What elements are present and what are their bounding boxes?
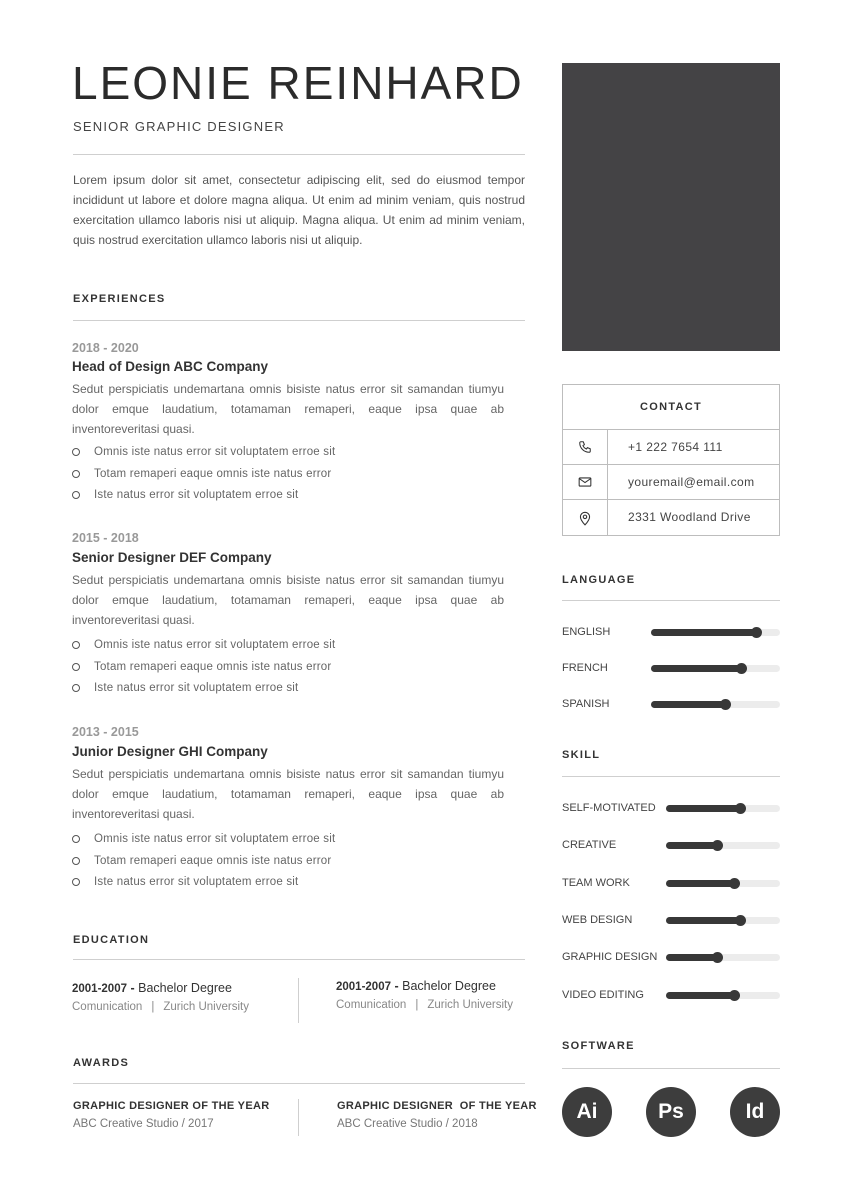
language-level-bar [651, 629, 780, 636]
experiences-divider [73, 320, 525, 321]
contact-phone[interactable]: +1 222 7654 111 [628, 440, 723, 454]
education-title [336, 979, 513, 993]
education-item [72, 981, 249, 1013]
skill-level-fill [666, 880, 734, 887]
header-divider [73, 154, 525, 155]
skill-label: TEAM WORK [562, 876, 630, 889]
skill-heading: SKILL [562, 749, 601, 761]
education-item [336, 979, 513, 1011]
experience-item [72, 725, 504, 894]
experience-bullets [72, 829, 504, 894]
experience-description: Sedut perspiciatis undemartana omnis bisiste natus error sit samandan tiumyu dolor emque laudatium, totamaman remaperi, eaque ipsa quae ab inventoreveritasi quasi. [72, 573, 504, 627]
skill-level-knob [729, 990, 740, 1001]
about-text: Lorem ipsum dolor sit amet, consectetur adipiscing elit, sed do eiusmod tempor incididunt ut labore et dolore magna aliqua. Ut enim ad minim veniam, quis nostrud exercitation ullamco laboris nisi ut aliquip. Magna aliqua. Ut enim ad minim veniam, quis nostrud exercitation ullamco laboris nisi ut aliquip. [73, 173, 525, 247]
skill-divider [562, 776, 780, 777]
education-separator: - [391, 979, 403, 993]
language-label: FRENCH [562, 662, 608, 674]
experience-bullet: Iste natus error sit voluptatem erroe sit [72, 485, 504, 507]
skill-label: SELF-MOTIVATED [562, 802, 656, 814]
contact-address: 2331 Woodland Drive [628, 510, 751, 524]
skill-label: CREATIVE [562, 839, 617, 852]
experience-bullet: Omnis iste natus error sit voluptatem erroe sit [72, 635, 504, 657]
language-label: SPANISH [562, 698, 610, 710]
education-field: Comunication [336, 999, 407, 1011]
language-divider [562, 600, 780, 601]
awards-column-divider [298, 1099, 299, 1136]
experience-item [72, 531, 504, 700]
contact-heading: CONTACT [563, 385, 779, 430]
education-years: 2001-2007 [72, 983, 127, 995]
skill-level-fill [666, 954, 717, 961]
indesign-icon: Id [730, 1087, 780, 1137]
experience-role: Junior Designer GHI Company [72, 744, 268, 759]
job-title: SENIOR GRAPHIC DESIGNER [73, 119, 285, 134]
language-level-knob [736, 663, 747, 674]
contact-row-phone [563, 430, 779, 465]
location-pin-icon [563, 500, 608, 535]
skill-level-fill [666, 842, 717, 849]
education-school: Zurich University [163, 1001, 249, 1013]
awards-divider [73, 1083, 525, 1084]
experiences-heading: EXPERIENCES [73, 293, 166, 305]
language-heading: LANGUAGE [562, 574, 636, 586]
award-item [337, 1100, 537, 1130]
experience-item [72, 341, 504, 507]
education-column-divider [298, 978, 299, 1023]
language-level-knob [751, 627, 762, 638]
skill-level-bar [666, 917, 780, 924]
education-divider-mark: | [151, 1001, 155, 1013]
awards-heading: AWARDS [73, 1057, 130, 1069]
skill-level-knob [712, 840, 723, 851]
award-org: ABC Creative Studio / 2018 [337, 1118, 478, 1130]
education-separator: - [127, 981, 139, 995]
photoshop-icon: Ps [646, 1087, 696, 1137]
education-heading: EDUCATION [73, 934, 150, 946]
award-item [73, 1100, 269, 1130]
education-degree: Bachelor Degree [402, 979, 496, 993]
education-field: Comunication [72, 1001, 143, 1013]
experience-bullets [72, 442, 504, 507]
contact-row-address [563, 500, 779, 535]
language-level-bar [651, 665, 780, 672]
experience-description: Sedut perspiciatis undemartana omnis bisiste natus error sit samandan tiumyu dolor emque laudatium, totamaman remaperi, eaque ipsa quae ab inventoreveritasi quasi. [72, 382, 504, 436]
phone-icon [563, 430, 608, 464]
experience-bullet: Totam remaperi eaque omnis iste natus error [72, 851, 504, 873]
experience-years: 2015 - 2018 [72, 531, 139, 545]
skill-level-knob [712, 952, 723, 963]
software-heading: SOFTWARE [562, 1040, 635, 1052]
education-years: 2001-2007 [336, 981, 391, 993]
skill-level-bar [666, 992, 780, 999]
contact-email[interactable]: youremail@email.com [628, 475, 755, 489]
resume-name: LEONIE REINHARD [72, 57, 524, 109]
skill-label: GRAPHIC DESIGN [562, 951, 658, 964]
experience-years: 2018 - 2020 [72, 341, 139, 355]
experience-description: Sedut perspiciatis undemartana omnis bisiste natus error sit samandan tiumyu dolor emque laudatium, totamaman remaperi, eaque ipsa quae ab inventoreveritasi quasi. [72, 767, 504, 821]
contact-box [562, 384, 780, 536]
experience-bullet: Omnis iste natus error sit voluptatem erroe sit [72, 442, 504, 464]
skill-level-fill [666, 992, 734, 999]
award-title: GRAPHIC DESIGNER OF THE YEAR [73, 1100, 270, 1112]
education-school: Zurich University [427, 999, 513, 1011]
education-divider [73, 959, 525, 960]
language-label: ENGLISH [562, 626, 611, 638]
software-divider [562, 1068, 780, 1069]
education-degree: Bachelor Degree [138, 981, 232, 995]
profile-photo-placeholder [562, 63, 780, 351]
award-title: GRAPHIC DESIGNER OF THE YEAR [337, 1100, 537, 1112]
education-divider-mark: | [415, 999, 419, 1011]
skill-level-bar [666, 805, 780, 812]
mail-icon [563, 465, 608, 499]
language-level-fill [651, 665, 741, 672]
experience-bullet: Totam remaperi eaque omnis iste natus error [72, 464, 504, 486]
experience-years: 2013 - 2015 [72, 725, 139, 739]
experience-role: Senior Designer DEF Company [72, 550, 272, 565]
skill-label: WEB DESIGN [562, 913, 633, 926]
experience-bullet: Totam remaperi eaque omnis iste natus error [72, 657, 504, 679]
education-subtitle [336, 999, 513, 1011]
skill-level-knob [735, 803, 746, 814]
language-level-bar [651, 701, 780, 708]
skill-level-fill [666, 805, 740, 812]
experience-bullet: Iste natus error sit voluptatem erroe sit [72, 678, 504, 700]
language-level-fill [651, 629, 757, 636]
skill-label: VIDEO EDITING [562, 988, 644, 1001]
skill-level-bar [666, 954, 780, 961]
skill-level-knob [735, 915, 746, 926]
experience-role: Head of Design ABC Company [72, 359, 269, 374]
language-level-knob [720, 699, 731, 710]
experience-bullets [72, 635, 504, 700]
skill-level-knob [729, 878, 740, 889]
education-subtitle [72, 1001, 249, 1013]
award-org: ABC Creative Studio / 2017 [73, 1118, 214, 1130]
contact-row-email [563, 465, 779, 500]
education-title [72, 981, 249, 995]
skill-level-fill [666, 917, 740, 924]
experience-bullet: Omnis iste natus error sit voluptatem erroe sit [72, 829, 504, 851]
illustrator-icon: Ai [562, 1087, 612, 1137]
skill-level-bar [666, 842, 780, 849]
experience-bullet: Iste natus error sit voluptatem erroe sit [72, 872, 504, 894]
skill-level-bar [666, 880, 780, 887]
language-level-fill [651, 701, 726, 708]
